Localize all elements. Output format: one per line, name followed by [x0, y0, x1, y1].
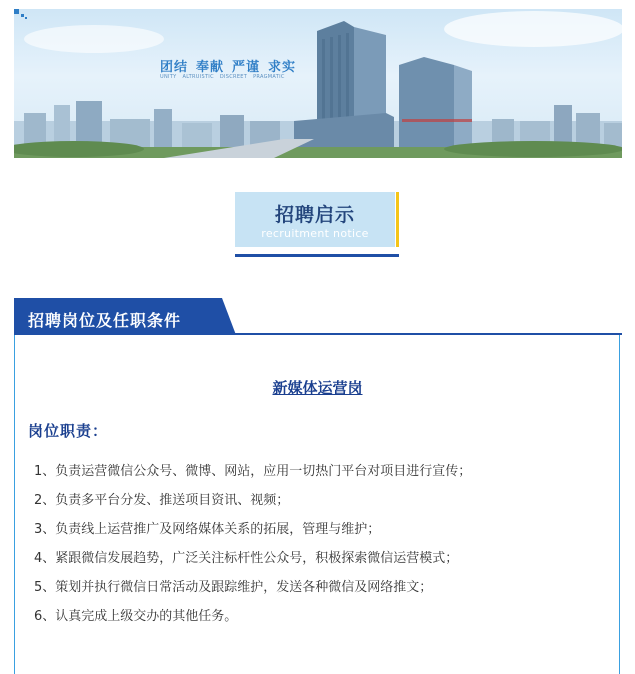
slogan-en — [160, 74, 291, 80]
position-name: 新媒体运营岗 — [272, 379, 363, 397]
list-item: 1、负责运营微信公众号、微博、网站，应用一切热门平台对项目进行宣传； — [34, 464, 472, 479]
city-skyline-illustration — [14, 9, 622, 158]
list-item: 4、紧跟微信发展趋势，广泛关注标杆性公众号，积极探索微信运营模式； — [34, 551, 459, 566]
duties-title: 岗位职责： — [28, 422, 109, 440]
slogan-unity: 团结 — [160, 60, 189, 75]
list-item: 5、策划并执行微信日常活动及跟踪维护，发送各种微信及网络推文； — [34, 580, 433, 595]
heading-underline — [235, 254, 399, 257]
list-item: 2、负责多平台分发、推送项目资讯、视频； — [34, 493, 290, 508]
duties-list — [34, 463, 471, 637]
list-item: 6、认真完成上级交办的其他任务。 — [34, 609, 238, 624]
decorative-dots-icon — [14, 9, 28, 21]
recruitment-heading — [235, 192, 395, 247]
list-item: 3、负责线上运营推广及网络媒体关系的拓展，管理与维护； — [34, 522, 381, 537]
slogan-pragmatism: 求实 — [268, 60, 297, 75]
slogan-en-altruistic: ALTRUISTIC — [182, 74, 214, 80]
page-subtitle: recruitment notice — [261, 227, 369, 240]
section-title: 招聘岗位及任职条件 — [28, 311, 182, 330]
slogan-en-discreet: DISCREET — [219, 74, 248, 80]
slogan-cn — [160, 56, 304, 75]
heading-accent-bar — [396, 192, 399, 247]
page-title: 招聘启示 — [274, 204, 355, 226]
slogan-dedication: 奉献 — [196, 60, 225, 75]
header-banner — [14, 9, 622, 158]
slogan-en-unity: UNITY — [160, 74, 177, 80]
slogan-rigor: 严谨 — [232, 60, 261, 75]
slogan-en-pragmatic: PRAGMATIC — [253, 74, 285, 80]
